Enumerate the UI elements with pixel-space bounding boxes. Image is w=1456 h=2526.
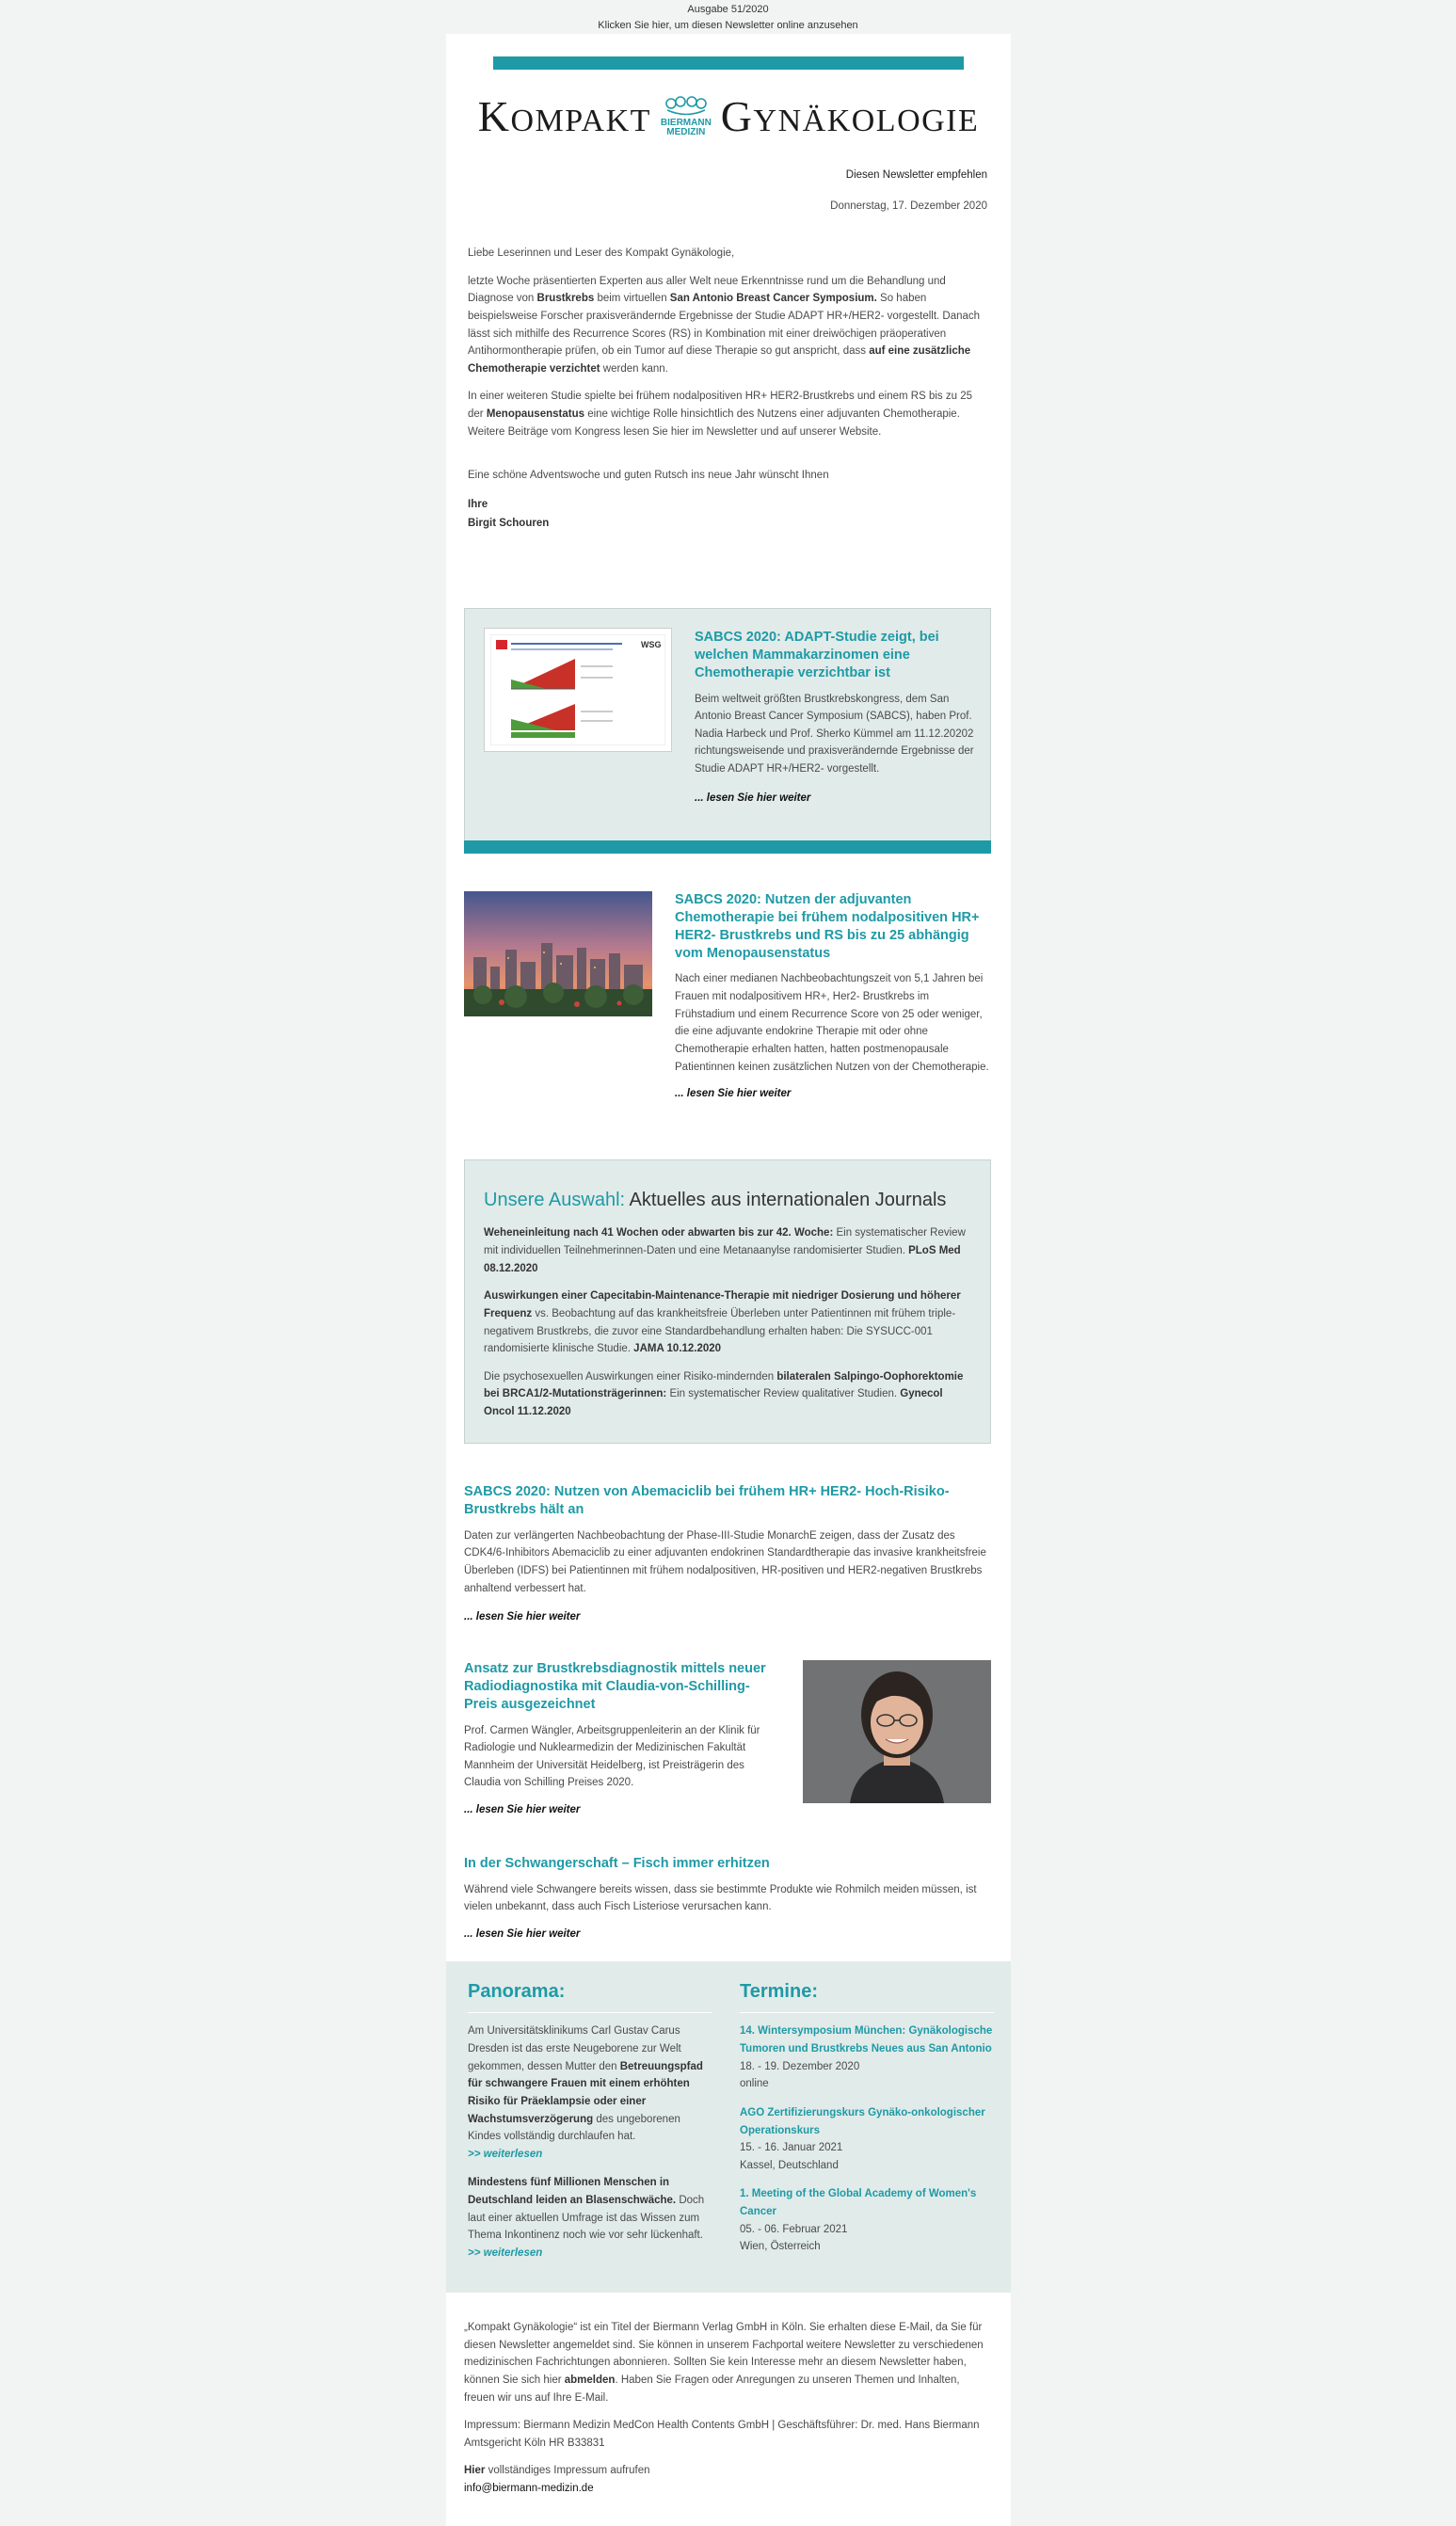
portrait-photo[interactable]: [803, 1660, 991, 1803]
panorama-termine-section: [446, 1961, 1011, 2293]
adapt-title[interactable]: SABCS 2020: ADAPT-Studie zeigt, bei welchen Mammakarzinomen eine Chemotherapie verzichtbar ist: [695, 630, 939, 680]
abemaciclib-teaser: Daten zur verlängerten Nachbeobachtung der Phase-III-Studie MonarchE zeigen, dass der Zusatz des CDK4/6-Inhibitors Abemaciclib zu einer adjuvanten endokrinen Standardtherapie das invasive krankheitsfreie Überleben (IDFS) bei Patientinnen mit frühem nodalpositiven, HR-positiven und HER2-negativen Brustkrebs anhaltend verbessert hat.: [464, 1529, 986, 1594]
event-2-place: Kassel, Deutschland: [740, 2159, 839, 2171]
logo-word-right: GYNÄKOLOGIE: [720, 92, 980, 140]
panorama-item-1: Am Universitätsklinikums Carl Gustav Carus Dresden ist das erste Neugeborene zur Welt gekommen, dessen Mutter den Betreuungspfad für schwangere Frauen mit einem erhöhten Risiko für Präeklampsie oder einer Wachstumsverzögerung des ungeborenen Kindes vollständig durchlaufen hat.: [468, 2025, 703, 2143]
wsg-label: WSG: [641, 640, 662, 649]
event-1: [740, 2022, 994, 2093]
issue-date: Donnerstag, 17. Dezember 2020: [830, 200, 987, 212]
award-teaser: Prof. Carmen Wängler, Arbeitsgruppenleiterin an der Klinik für Radiologie und Nuklearmedizin der Medizinischen Fakultät Mannheim der Universität Heidelberg, ist Preisträgerin des Claudia von Schilling Preises 2020.: [464, 1724, 760, 1789]
article-fish: [464, 1855, 991, 1943]
emblem-line2: MEDIZIN: [666, 127, 706, 137]
preheader: [0, 0, 1456, 34]
panorama-item-2: Mindestens fünf Millionen Menschen in Deutschland leiden an Blasenschwäche. Doch laut einer aktuellen Umfrage ist das Wissen zum Thema Inkontinenz noch wie vor sehr lückenhaft.: [468, 2177, 705, 2242]
closing-wish: Eine schöne Adventswoche und guten Rutsch ins neue Jahr wünscht Ihnen: [468, 470, 829, 482]
event-1-title[interactable]: 14. Wintersymposium München: Gynäkologische Tumoren und Brustkrebs Neues aus San Antonio: [740, 2025, 993, 2055]
editorial-paragraph-2: In einer weiteren Studie spielte bei frühem nodalpositiven HR+ HER2-Brustkrebs und einem RS bis zu 25 der Menopausenstatus eine wichtige Rolle hinsichtlich des Nutzens einer adjuvanten Chemotherapie. Weitere Beiträge vom Kongress lesen Sie hier im Newsletter und auf unserer Website.: [468, 391, 972, 438]
abemaciclib-read-more[interactable]: ... lesen Sie hier weiter: [464, 1611, 581, 1623]
adapt-teaser: Beim weltweit größten Brustkrebskongress, dem San Antonio Breast Cancer Symposium (SABCS), haben Prof. Nadia Harbeck und Prof. Sherko Kümmel am 11.12.20202 richtungsweisende und praxisverändernde Ergebnisse der Studie ADAPT HR+/HER2- vorgestellt.: [695, 693, 974, 775]
termine-heading: Termine:: [740, 1976, 994, 2013]
biermann-emblem-icon: [661, 96, 712, 138]
newsletter-logo: [477, 79, 980, 154]
view-online-link[interactable]: Klicken Sie hier, um diesen Newsletter online anzusehen: [598, 20, 858, 32]
menopause-teaser: Nach einer medianen Nachbeobachtungszeit von 5,1 Jahren bei Frauen mit nodalpositivem HR+, Her2- Brustkrebs im Frühstadium und einem Recurrence Score von 25 oder weniger, die eine adjuvante endokrine Therapie mit oder ohne Chemotherapie erhalten hatten, hatten postmenopausale Patientinnen keinen zusätzlichen Nutzen von der Chemotherapie.: [675, 973, 989, 1073]
event-2-date: 15. - 16. Januar 2021: [740, 2142, 843, 2154]
menopause-title[interactable]: SABCS 2020: Nutzen der adjuvanten Chemotherapie bei frühem nodalpositiven HR+ HER2- Brustkrebs und RS bis zu 25 abhängig vom Menopausenstatus: [675, 892, 980, 961]
award-title[interactable]: Ansatz zur Brustkrebsdiagnostik mittels neuer Radiodiagnostika mit Claudia-von-Schilling-Preis ausgezeichnet: [464, 1661, 766, 1712]
termine-column: [740, 1976, 994, 2267]
article-abemaciclib: [464, 1483, 991, 1626]
journal-item-1[interactable]: Weheneinleitung nach 41 Wochen oder abwarten bis zur 42. Woche: Ein systematischer Review mit individuellen Teilnehmerinnen-Daten und eine Metanaanylse randomisierter Studien. PLoS Med 08.12.2020: [484, 1227, 966, 1274]
event-2: [740, 2104, 994, 2175]
impressum-link[interactable]: Hier: [464, 2465, 486, 2477]
panorama-column: [468, 1976, 712, 2262]
journals-box: [464, 1159, 991, 1444]
newsletter-body: [446, 34, 1011, 2526]
signature: Ihre Birgit Schouren: [468, 498, 550, 529]
editorial: [468, 245, 985, 543]
event-1-date: 18. - 19. Dezember 2020: [740, 2060, 860, 2072]
header-bar: [493, 56, 964, 70]
issue-number: Ausgabe 51/2020: [687, 4, 769, 15]
journal-item-2[interactable]: Auswirkungen einer Capecitabin-Maintenance-Therapie mit niedriger Dosierung und höherer Frequenz vs. Beobachtung auf das krankheitsfreie Überleben unter Patientinnen mit frühem triple-negativem Brustkrebs, die zuvor eine Standardbehandlung erhalten haben: Die SYSUCC-001 randomisierte klinische Studie. JAMA 10.12.2020: [484, 1290, 961, 1355]
unsubscribe-link[interactable]: abmelden: [564, 2374, 616, 2386]
adapt-chart-thumbnail[interactable]: [484, 628, 672, 752]
footer: [464, 2319, 991, 2508]
event-1-place: online: [740, 2078, 769, 2090]
footer-impressum: Impressum: Biermann Medizin MedCon Health Contents GmbH | Geschäftsführer: Dr. med. Hans Biermann Amtsgericht Köln HR B33831: [464, 2420, 980, 2449]
article-award: [464, 1660, 779, 1819]
recommend-newsletter-link[interactable]: Diesen Newsletter empfehlen: [845, 169, 987, 181]
panorama-heading: Panorama:: [468, 1976, 712, 2013]
footer-impressum-link-line: Hier vollständiges Impressum aufrufen info@biermann-medizin.de: [464, 2465, 650, 2494]
journals-heading: Unsere Auswahl: Aktuelles aus internationalen Journals: [484, 1190, 947, 1210]
fish-read-more[interactable]: ... lesen Sie hier weiter: [464, 1928, 581, 1941]
event-2-title[interactable]: AGO Zertifizierungskurs Gynäko-onkologischer Operationskurs: [740, 2106, 985, 2136]
logo-word-left: KOMPAKT: [477, 92, 651, 140]
event-3-date: 05. - 06. Februar 2021: [740, 2223, 848, 2235]
panorama-read-more-2[interactable]: >> weiterlesen: [468, 2246, 543, 2259]
article-adapt: [464, 608, 991, 851]
fish-title[interactable]: In der Schwangerschaft – Fisch immer erhitzen: [464, 1856, 770, 1871]
greeting: Liebe Leserinnen und Leser des Kompakt Gynäkologie,: [468, 248, 735, 259]
article-menopause: [675, 891, 992, 1103]
adapt-read-more[interactable]: ... lesen Sie hier weiter: [695, 791, 811, 804]
abemaciclib-title[interactable]: SABCS 2020: Nutzen von Abemaciclib bei frühem HR+ HER2- Hoch-Risiko-Brustkrebs hält an: [464, 1484, 950, 1517]
contact-email-link[interactable]: info@biermann-medizin.de: [464, 2483, 594, 2494]
city-skyline-image[interactable]: [464, 891, 652, 1016]
event-3-place: Wien, Österreich: [740, 2241, 821, 2253]
award-read-more[interactable]: ... lesen Sie hier weiter: [464, 1804, 581, 1816]
panorama-read-more-1[interactable]: >> weiterlesen: [468, 2148, 543, 2160]
editorial-paragraph-1: letzte Woche präsentierten Experten aus aller Welt neue Erkenntnisse rund um die Behandlung und Diagnose von Brustkrebs beim virtuellen San Antonio Breast Cancer Symposium. So haben beispielsweise Forscher praxisverändernde Ergebnisse der Studie ADAPT HR+/HER2- vorgestellt. Danach lässt sich mithilfe des Recurrence Scores (RS) in Kombination mit einer dreiwöchigen präoperativen Antihormontherapie prüfen, ob ein Tumor auf diese Therapie so gut anspricht, dass auf eine zusätzliche Chemotherapie verzichtet werden kann.: [468, 275, 981, 375]
fish-teaser: Während viele Schwangere bereits wissen, dass sie bestimmte Produkte wie Rohmilch meiden müssen, ist vielen unbekannt, dass auch Fisch Listeriose verursachen kann.: [464, 1883, 977, 1913]
emblem-line1: BIERMANN: [660, 117, 712, 128]
adapt-text: [695, 629, 977, 807]
article-adapt-bottom-bar: [464, 840, 991, 854]
journal-item-3[interactable]: Die psychosexuellen Auswirkungen einer Risiko-mindernden bilateralen Salpingo-Oophorektomie bei BRCA1/2-Mutationsträgerinnen: Ein systematischer Review qualitativer Studien. Gynecol Oncol 11.12.2020: [484, 1370, 964, 1418]
event-3: [740, 2185, 994, 2256]
footer-notice: „Kompakt Gynäkologie“ ist ein Titel der Biermann Verlag GmbH in Köln. Sie erhalten diese E-Mail, da Sie für diesen Newsletter angemeldet sind. Sie können in unserem Fachportal weitere Newsletter zu verschiedenen medizinischen Fachrichtungen abonnieren. Sollten Sie kein Interesse mehr an diesem Newsletter haben, können Sie sich hier abmelden. Haben Sie Fragen oder Anregungen zu unseren Themen und Inhalten, freuen wir uns auf Ihre E-Mail.: [464, 2322, 984, 2404]
event-3-title[interactable]: 1. Meeting of the Global Academy of Women's Cancer: [740, 2188, 977, 2218]
menopause-read-more[interactable]: ... lesen Sie hier weiter: [675, 1088, 792, 1100]
